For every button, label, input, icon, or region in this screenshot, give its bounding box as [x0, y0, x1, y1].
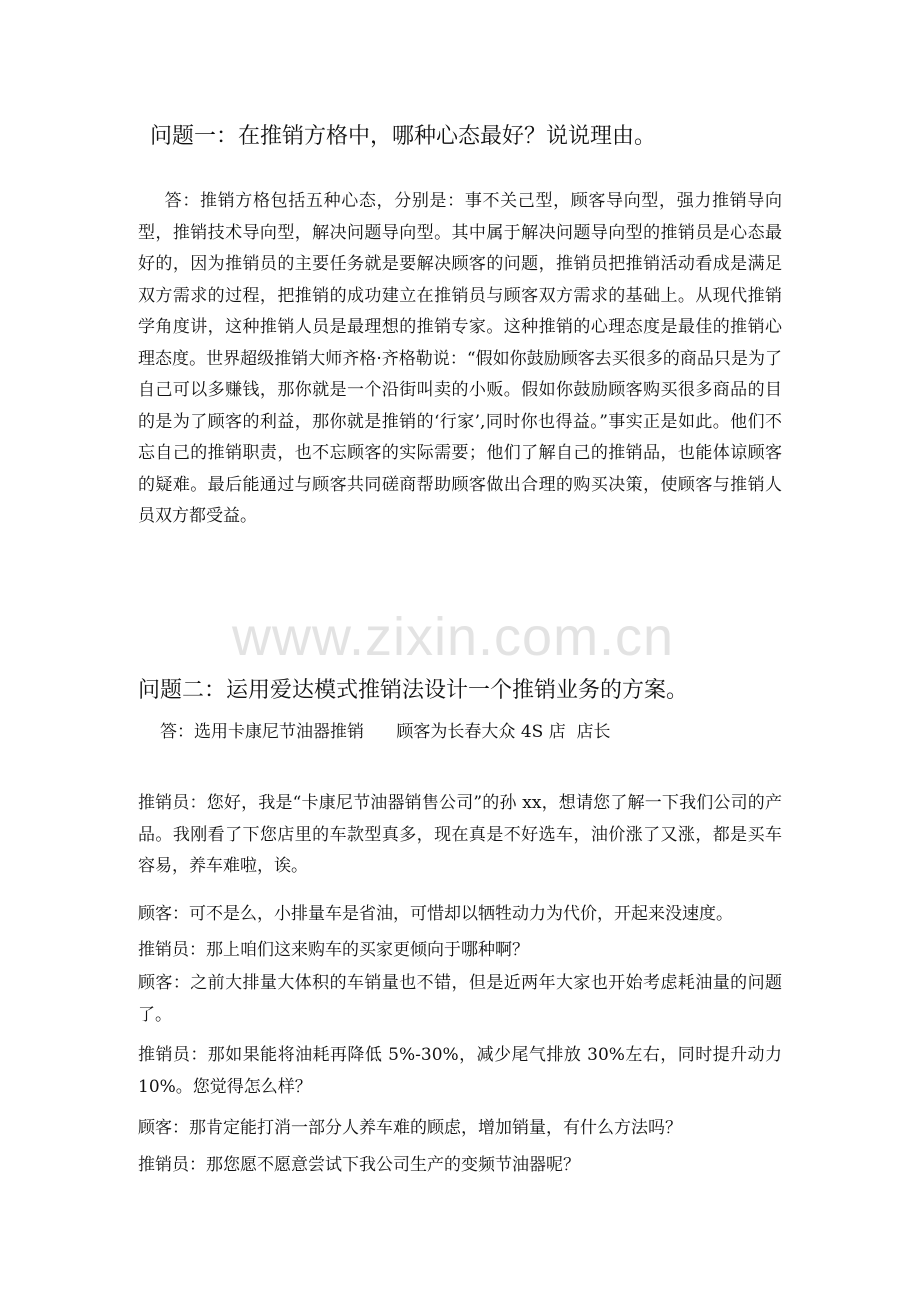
dialogue-line: 顾客：之前大排量大体积的车销量也不错，但是近两年大家也开始考虑耗油量的问题了。 [138, 973, 782, 1025]
question-1-title: 问题一：在推销方格中，哪种心态最好？说说理由。 [150, 124, 657, 149]
dialogue-line: 推销员：您好，我是“卡康尼节油器销售公司”的孙 xx，想请您了解一下我们公司的产品。我刚看了下您店里的车款型真多，现在真是不好选车，油价涨了又涨，都是买车容易，养车难啦，诶。 [138, 793, 782, 876]
question-2-title: 问题二：运用爱达模式推销法设计一个推销业务的方案。 [138, 678, 689, 703]
answer-1 [138, 186, 782, 533]
dialogue-line: 顾客：那肯定能打消一部分人养车难的顾虑，增加销量，有什么方法吗？ [138, 1118, 682, 1138]
dialogue-line: 推销员：那您愿不愿意尝试下我公司生产的变频节油器呢？ [138, 1155, 580, 1175]
watermark: www.zixin.com.cn [232, 607, 675, 667]
dialogue-line: 顾客：可不是么，小排量车是省油，可惜却以牺牲动力为代价，开起来没速度。 [138, 904, 733, 924]
answer-2-intro: 答：选用卡康尼节油器推销 顾客为长春大众 4S 店 店长 [160, 722, 611, 742]
dialogue-line: 推销员：那如果能将油耗再降低 5%-30%，减少尾气排放 30%左右，同时提升动力 10%。您觉得怎么样？ [138, 1045, 782, 1097]
dialogue-line: 推销员：那上咱们这来购车的买家更倾向于哪种啊？ [138, 940, 529, 960]
answer-1-text: 答：推销方格包括五种心态，分别是：事不关己型，顾客导向型，强力推销导向型，推销技术导向型，解决问题导向型。其中属于解决问题导向型的推销员是心态最好的，因为推销员的主要任务就是要解决顾客的问题，推销员把推销活动看成是满足双方需求的过程，把推销的成功建立在推销员与顾客双方需求的基础上。从现代推销学角度讲，这种推销人员是最理想的推销专家。这种推销的心理态度是最佳的推销心理态度。世界超级推销大师齐格·齐格勒说：“假如你鼓励顾客去买很多的商品只是为了自己可以多赚钱，那你就是一个沿街叫卖的小贩。假如你鼓励顾客购买很多商品的目的是为了顾客的利益，那你就是推销的‘行家’,同时你也得益。”事实正是如此。他们不忘自己的推销职责，也不忘顾客的实际需要；他们了解自己的推销品，也能体谅顾客的疑难。最后能通过与顾客共同磋商帮助顾客做出合理的购买决策，使顾客与推销人员双方都受益。 [138, 191, 782, 526]
